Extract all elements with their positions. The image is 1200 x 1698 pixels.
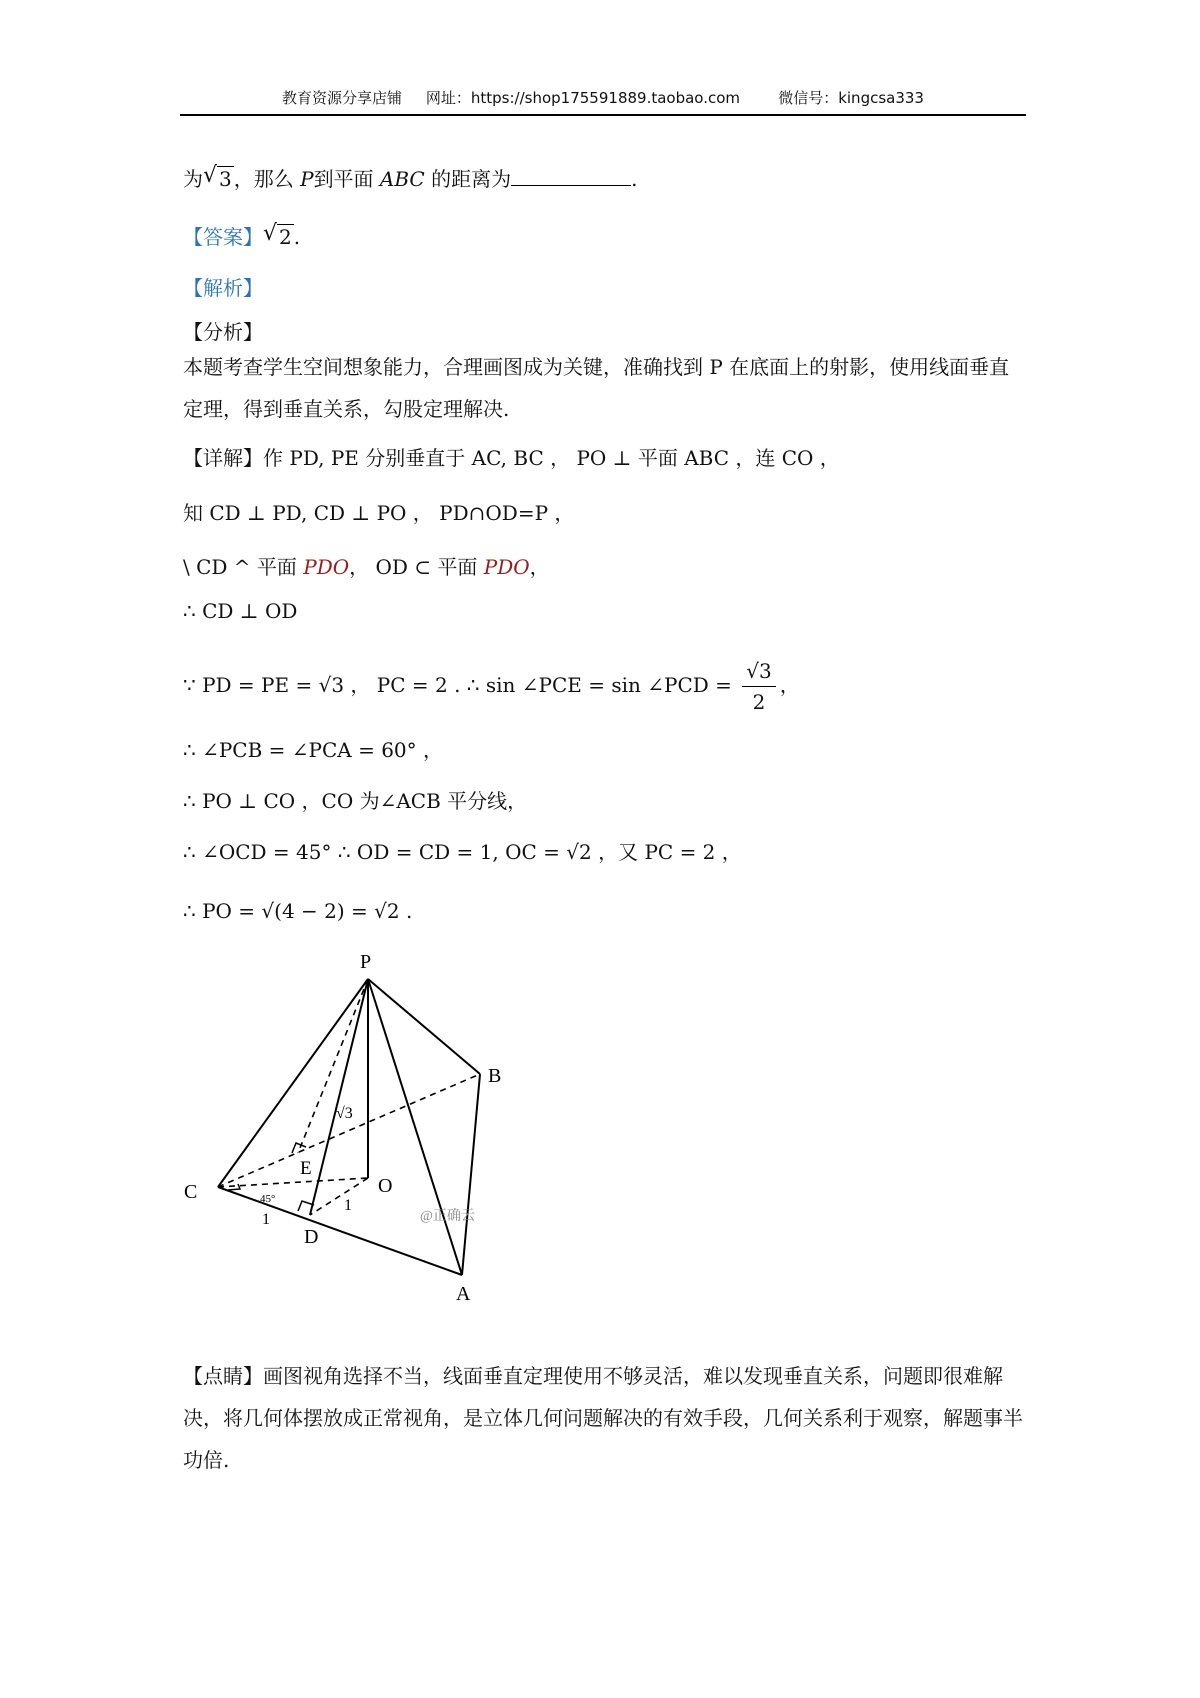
sqrt-3: √ 3 (203, 163, 232, 191)
detail-line-4: ∴ CD ⊥ OD (183, 599, 298, 623)
detail-line-6: ∴ ∠PCB = ∠PCA = 60° ， (183, 738, 444, 762)
question-line (183, 164, 637, 194)
wechat-label: 微信号： (778, 89, 839, 107)
question-prefix: 为 (183, 167, 203, 191)
edge-co-dashed (218, 1178, 368, 1187)
detail-line-2: 知 CD ⊥ PD, CD ⊥ PO ， PD∩OD=P ， (183, 501, 575, 525)
detail-l5-end: ， (779, 673, 800, 697)
detail-l3b: PDO (303, 555, 350, 579)
tetrahedron-figure (170, 940, 530, 1300)
detail-l3d: PDO (483, 555, 530, 579)
shop-name: 教育资源分享店铺 (282, 89, 403, 107)
answer-end: . (293, 225, 301, 249)
shop-url-link[interactable]: https://shop175591889.taobao.com (470, 89, 741, 107)
edge-ca (218, 1187, 462, 1275)
detail-line-7: ∴ PO ⊥ CO ，CO 为∠ACB 平分线， (183, 789, 528, 813)
label-d: D (304, 1226, 319, 1248)
edge-pb (368, 979, 480, 1074)
detail-l3e: ， (529, 555, 550, 579)
plane-abc: ABC (379, 167, 425, 191)
page-header (180, 84, 1026, 116)
label-one-cd: 1 (262, 1211, 270, 1228)
watermark: @正确云 (420, 1209, 475, 1224)
answer-sqrt: √ 2 (263, 221, 292, 249)
label-one-od: 1 (344, 1197, 352, 1214)
fraction-sqrt3-over-2 (742, 656, 775, 717)
edge-pe-dashed (298, 979, 368, 1153)
dianjing-block (183, 1355, 1028, 1481)
question-text2: 到平面 (313, 167, 374, 191)
detail-line-1: 【详解】作 PD, PE 分别垂直于 AC, BC ， PO ⊥ 平面 ABC ，连 CO ， (183, 446, 840, 470)
analysis-label: 【解析】 (183, 276, 263, 300)
question-text: ，那么 (233, 167, 294, 191)
fraction-num: √3 (742, 656, 775, 687)
label-p: P (360, 951, 372, 973)
edge-pa (368, 979, 462, 1275)
fenxi-body: 本题考查学生空间想象能力，合理画图成为关键，准确找到 P 在底面上的射影，使用线面垂直定理，得到垂直关系，勾股定理解决. (183, 355, 1010, 421)
label-c: C (184, 1181, 198, 1203)
detail-line-8: ∴ ∠OCD = 45° ∴ OD = CD = 1, OC = √2 ，又 PC = 2 ， (183, 840, 742, 864)
edge-ba (462, 1074, 480, 1275)
wechat-id: kingcsa333 (838, 89, 924, 107)
answer-blank (511, 167, 631, 186)
detail-line-9: ∴ PO = √(4 − 2) = √2 . (183, 899, 413, 923)
edge-pc (218, 979, 368, 1187)
label-o: O (378, 1175, 393, 1197)
answer-line (183, 222, 300, 252)
label-a: A (456, 1283, 471, 1300)
detail-l3a: \ CD ^ 平面 (183, 555, 297, 579)
answer-label: 【答案】 (183, 225, 263, 249)
label-b: B (488, 1065, 502, 1087)
fraction-den: 2 (752, 690, 766, 714)
label-e: E (300, 1158, 312, 1179)
dianjing-body: 画图视角选择不当，线面垂直定理使用不够灵活，难以发现垂直关系，问题即很难解决，将几何体摆放成正常视角，是立体几何问题解决的有效手段，几何关系利于观察，解题事半功倍. (183, 1364, 1023, 1472)
fenxi-label: 【分析】 (183, 320, 263, 344)
edge-cb-dashed (218, 1074, 480, 1187)
point-p: P (300, 167, 314, 191)
detail-line-5 (183, 656, 800, 717)
question-end: . (631, 167, 638, 191)
detail-l3c: ， OD ⊂ 平面 (349, 555, 478, 579)
label-sqrt3: √3 (336, 1105, 353, 1122)
url-label: 网址： (425, 89, 471, 107)
question-text3: 的距离为 (431, 167, 512, 191)
detail-line-3 (183, 552, 550, 582)
dianjing-label: 【点睛】 (183, 1364, 263, 1388)
detail-l5a: ∵ PD = PE = √3 ， PC = 2 . ∴ sin ∠PCE = sin ∠PCD = (183, 673, 732, 697)
label-45-degree: 45° (260, 1193, 276, 1205)
